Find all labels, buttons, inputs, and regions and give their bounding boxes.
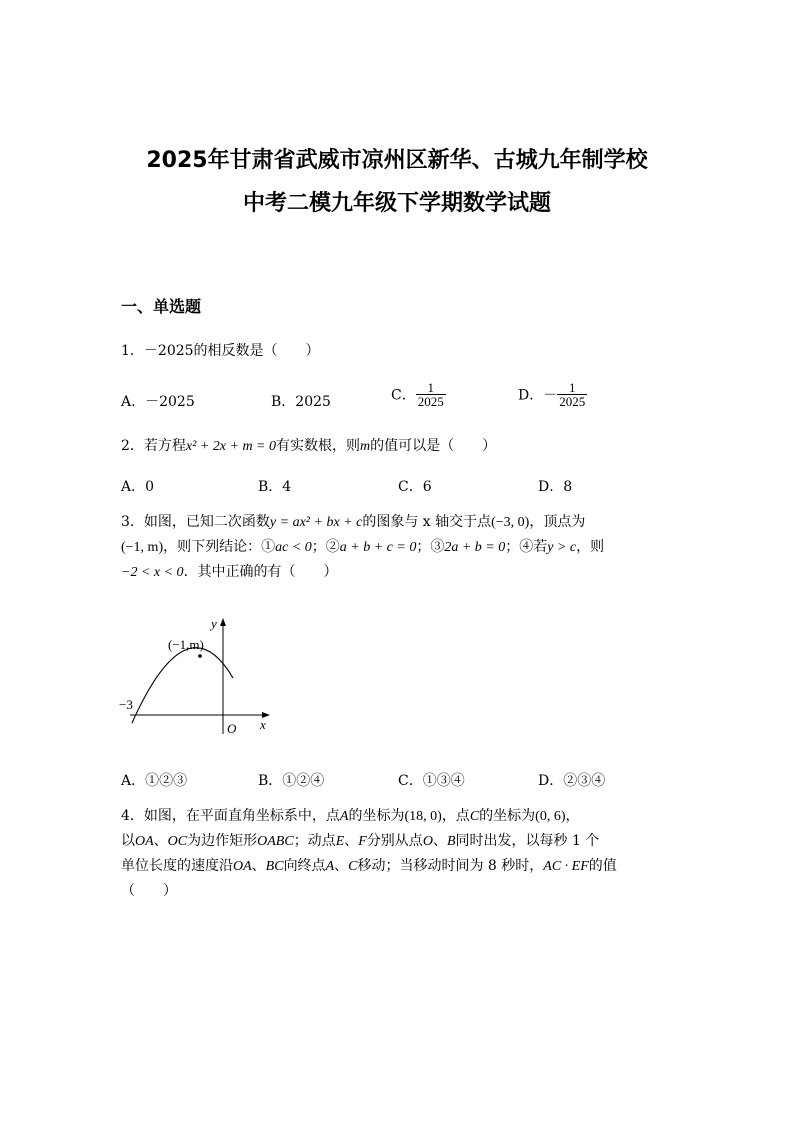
question-2-option-a: A．0: [121, 479, 155, 495]
vertex-point: [198, 654, 202, 658]
question-4-line1: 4．如图，在平面直角坐标系中，点A的坐标为(18, 0)，点C的坐标为(0, 6)，: [121, 808, 580, 824]
question-3-line2: (−1, m)，则下列结论：①ac < 0；②a + b + c = 0；③2a + b = 0；④若y > c，则: [121, 539, 605, 555]
origin-label: O: [227, 721, 237, 736]
question-1-stem: 1．－2025的相反数是（ ）: [121, 343, 320, 359]
question-4-line4: （ ）: [121, 883, 177, 899]
question-2-option-c: C．6: [398, 479, 432, 495]
x-axis-label: x: [260, 717, 266, 732]
question-3-option-c: C．①③④: [398, 773, 465, 789]
question-2-stem: 2．若方程x² + 2x + m = 0有实数根，则m的值可以是（ ）: [121, 438, 497, 454]
exam-title-line2: 中考二模九年级下学期数学试题: [242, 191, 551, 216]
question-1-option-c: C． $\frac{1}{2025}$: [391, 380, 444, 409]
fraction: $\frac{1}{2025}$: [559, 380, 586, 409]
exam-title-line1: 2025年甘肃省武威市凉州区新华、古城九年制学校: [146, 148, 648, 173]
question-4-line3: 单位长度的速度沿OA、BC向终点A、C移动；当移动时间为 8 秒时，AC · EF的值: [121, 858, 617, 874]
question-1-option-a: A．－2025: [121, 394, 195, 410]
vertex-label: (−1,m): [168, 637, 204, 652]
section-heading: 一、单选题: [121, 297, 202, 316]
question-3-line3: −2 < x < 0．其中正确的有（ ）: [121, 564, 338, 580]
question-2-option-b: B．4: [258, 479, 292, 495]
question-1-option-b: B．2025: [271, 394, 331, 410]
question-3-option-b: B．①②④: [258, 773, 325, 789]
question-1-option-d: D．－ $\frac{1}{2025}$: [518, 380, 586, 409]
y-axis-arrow: [220, 618, 226, 626]
question-2-option-d: D．8: [538, 479, 573, 495]
question-3-option-a: A．①②③: [121, 773, 188, 789]
y-axis-label: y: [211, 616, 217, 631]
parabola-figure: [115, 612, 280, 740]
question-3-line1: 3．如图，已知二次函数y = ax² + bx + c的图象与 x 轴交于点(−3, 0)，顶点为: [121, 514, 586, 530]
question-3-option-d: D．②③④: [538, 773, 606, 789]
question-4-line2: 以OA、OC为边作矩形OABC；动点E、F分别从点O、B同时出发，以每秒 1 个: [121, 833, 600, 849]
parabola-curve: [132, 648, 233, 723]
equation: x² + 2x + m = 0: [185, 439, 276, 454]
root-label: −3: [119, 697, 133, 712]
fraction: $\frac{1}{2025}$: [417, 380, 444, 409]
